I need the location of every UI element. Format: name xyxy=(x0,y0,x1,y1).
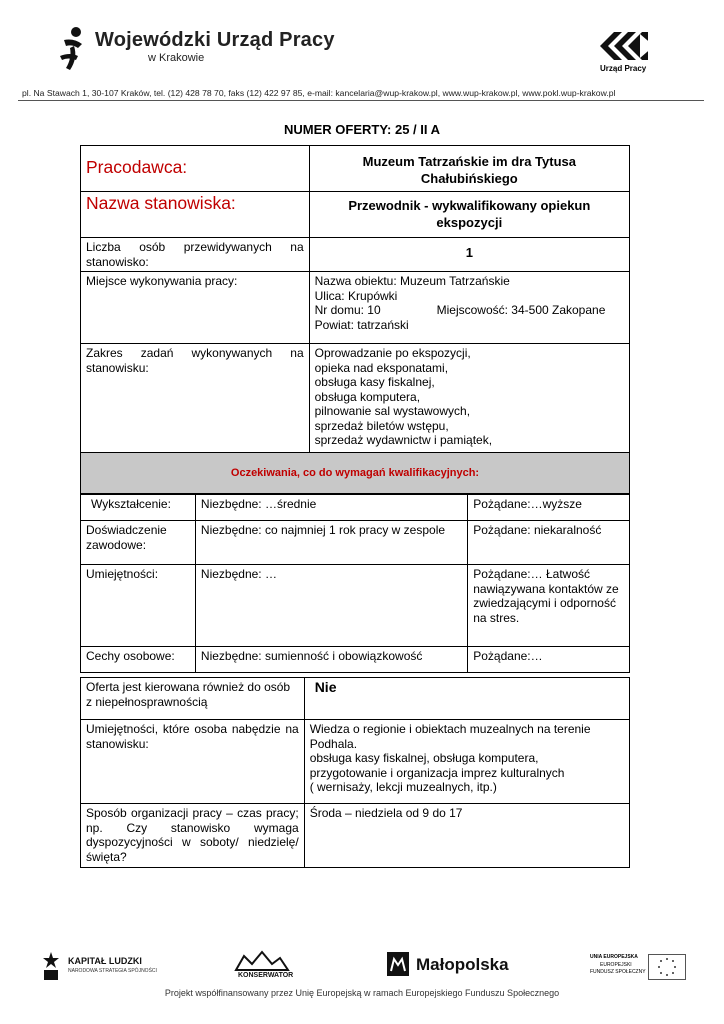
req-label: Doświadczenie zawodowe: xyxy=(81,521,196,565)
req-desired: Pożądane:… Łatwość nawiązywana kontaktów ze zwiedzającymi i odporność na stres. xyxy=(468,565,630,647)
req-required: Niezbędne: co najmniej 1 rok pracy w zespole xyxy=(195,521,467,565)
organization-value: Środa – niedziela od 9 do 17 xyxy=(304,804,629,868)
place-city: Miejscowość: 34-500 Zakopane xyxy=(436,303,606,317)
footer-cofinance-text: Projekt współfinansowany przez Unię Europejską w ramach Europejskiego Funduszu Społecznego xyxy=(164,988,560,998)
skills-value: Wiedza o regionie i obiektach muzealnych na terenie Podhala. obsługa kasy fiskalnej, obsługa komputera, przygotowanie i organizacja imprez kulturalnych ( wernisaży, lekcji muzealnych, itp.) xyxy=(304,720,629,804)
place-object: Nazwa obiektu: Muzeum Tatrzańskie xyxy=(314,274,510,288)
task-item: Oprowadzanie po ekspozycji, xyxy=(314,346,471,360)
wup-logo-icon xyxy=(56,26,92,74)
place-label: Miejsce wykonywania pracy: xyxy=(81,272,310,344)
disabled-value: Nie xyxy=(304,678,629,720)
tasks-label: Zakres zadań wykonywanych na stanowisku: xyxy=(81,344,310,460)
org-subtitle: w Krakowie xyxy=(148,52,205,64)
employer-label: Pracodawca: xyxy=(81,146,310,192)
task-item: obsługa kasy fiskalnej, xyxy=(314,375,435,389)
place-county: Powiat: tatrzański xyxy=(314,317,409,332)
place-street: Ulica: Krupówki xyxy=(314,288,398,303)
req-label: Wykształcenie: xyxy=(81,495,196,521)
count-label: Liczba osób przewidywanych na stanowisko: xyxy=(81,238,310,272)
konserwator-icon xyxy=(234,950,290,972)
offer-number: NUMER OFERTY: 25 / II A xyxy=(283,122,440,137)
table-row xyxy=(81,647,630,673)
offer-main-table xyxy=(80,145,630,460)
contact-address: pl. Na Stawach 1, 30-107 Kraków, tel. (12) 428 78 70, faks (12) 422 97 85, e-mail: kancelaria@wup-krakow.pl, www.wup-krakow.pl, www.pokl.wup-krakow.pl xyxy=(22,88,616,98)
table-row xyxy=(81,495,630,521)
req-desired: Pożądane:… xyxy=(468,647,630,673)
organization-label: Sposób organizacji pracy – czas pracy; np. Czy stanowisko wymaga dyspozycyjności w soboty/ niedzielę/ święta? xyxy=(81,804,305,868)
tasks-list xyxy=(309,344,629,460)
task-item: sprzedaż biletów wstępu, xyxy=(314,418,449,433)
req-label: Umiejętności: xyxy=(81,565,196,647)
eu-flag-icon xyxy=(648,954,686,980)
position-value: Przewodnik - wykwalifikowany opiekun ekspozycji xyxy=(309,192,629,238)
org-title: Wojewódzki Urząd Pracy xyxy=(95,29,335,51)
req-required: Niezbędne: … xyxy=(195,565,467,647)
disabled-label: Oferta jest kierowana również do osób z niepełnosprawnością xyxy=(81,678,305,720)
kapital-ludzki-logo: KAPITAŁ LUDZKI NARODOWA STRATEGIA SPÓJNOŚCI xyxy=(40,948,160,984)
expectations-header: Oczekiwania, co do wymagań kwalifikacyjnych: xyxy=(80,452,630,494)
req-required: Niezbędne: …średnie xyxy=(195,495,467,521)
malopolska-icon xyxy=(386,951,410,977)
place-house: Nr domu: 10 xyxy=(314,303,381,317)
urzad-pracy-logo-icon xyxy=(598,28,656,64)
task-item: opieka nad eksponatami, xyxy=(314,360,449,375)
konserwator-logo: KONSERWATOR xyxy=(234,950,294,984)
requirements-table xyxy=(80,494,630,673)
urzad-pracy-label: Urząd Pracy xyxy=(600,64,647,73)
employer-value: Muzeum Tatrzańskie im dra Tytusa Chałubińskiego xyxy=(309,146,629,192)
header-divider xyxy=(18,100,704,101)
eu-logo: UNIA EUROPEJSKA EUROPEJSKI FUNDUSZ SPOŁECZNY xyxy=(590,954,690,982)
req-desired: Pożądane:…wyższe xyxy=(468,495,630,521)
table-row xyxy=(81,565,630,647)
task-item: pilnowanie sal wystawowych, xyxy=(314,404,471,418)
skills-label: Umiejętności, które osoba nabędzie na stanowisku: xyxy=(81,720,305,804)
req-required: Niezbędne: sumienność i obowiązkowość xyxy=(195,647,467,673)
task-item: sprzedaż wydawnictw i pamiątek, xyxy=(314,433,493,447)
task-item: obsługa komputera, xyxy=(314,389,421,404)
place-value xyxy=(309,272,629,344)
position-label: Nazwa stanowiska: xyxy=(81,192,310,238)
kapital-ludzki-icon xyxy=(40,950,62,982)
req-desired: Pożądane: niekaralność xyxy=(468,521,630,565)
additional-info-table xyxy=(80,677,630,868)
count-value: 1 xyxy=(309,238,629,272)
table-row xyxy=(81,521,630,565)
malopolska-logo: Małopolska xyxy=(386,951,516,981)
req-label: Cechy osobowe: xyxy=(81,647,196,673)
